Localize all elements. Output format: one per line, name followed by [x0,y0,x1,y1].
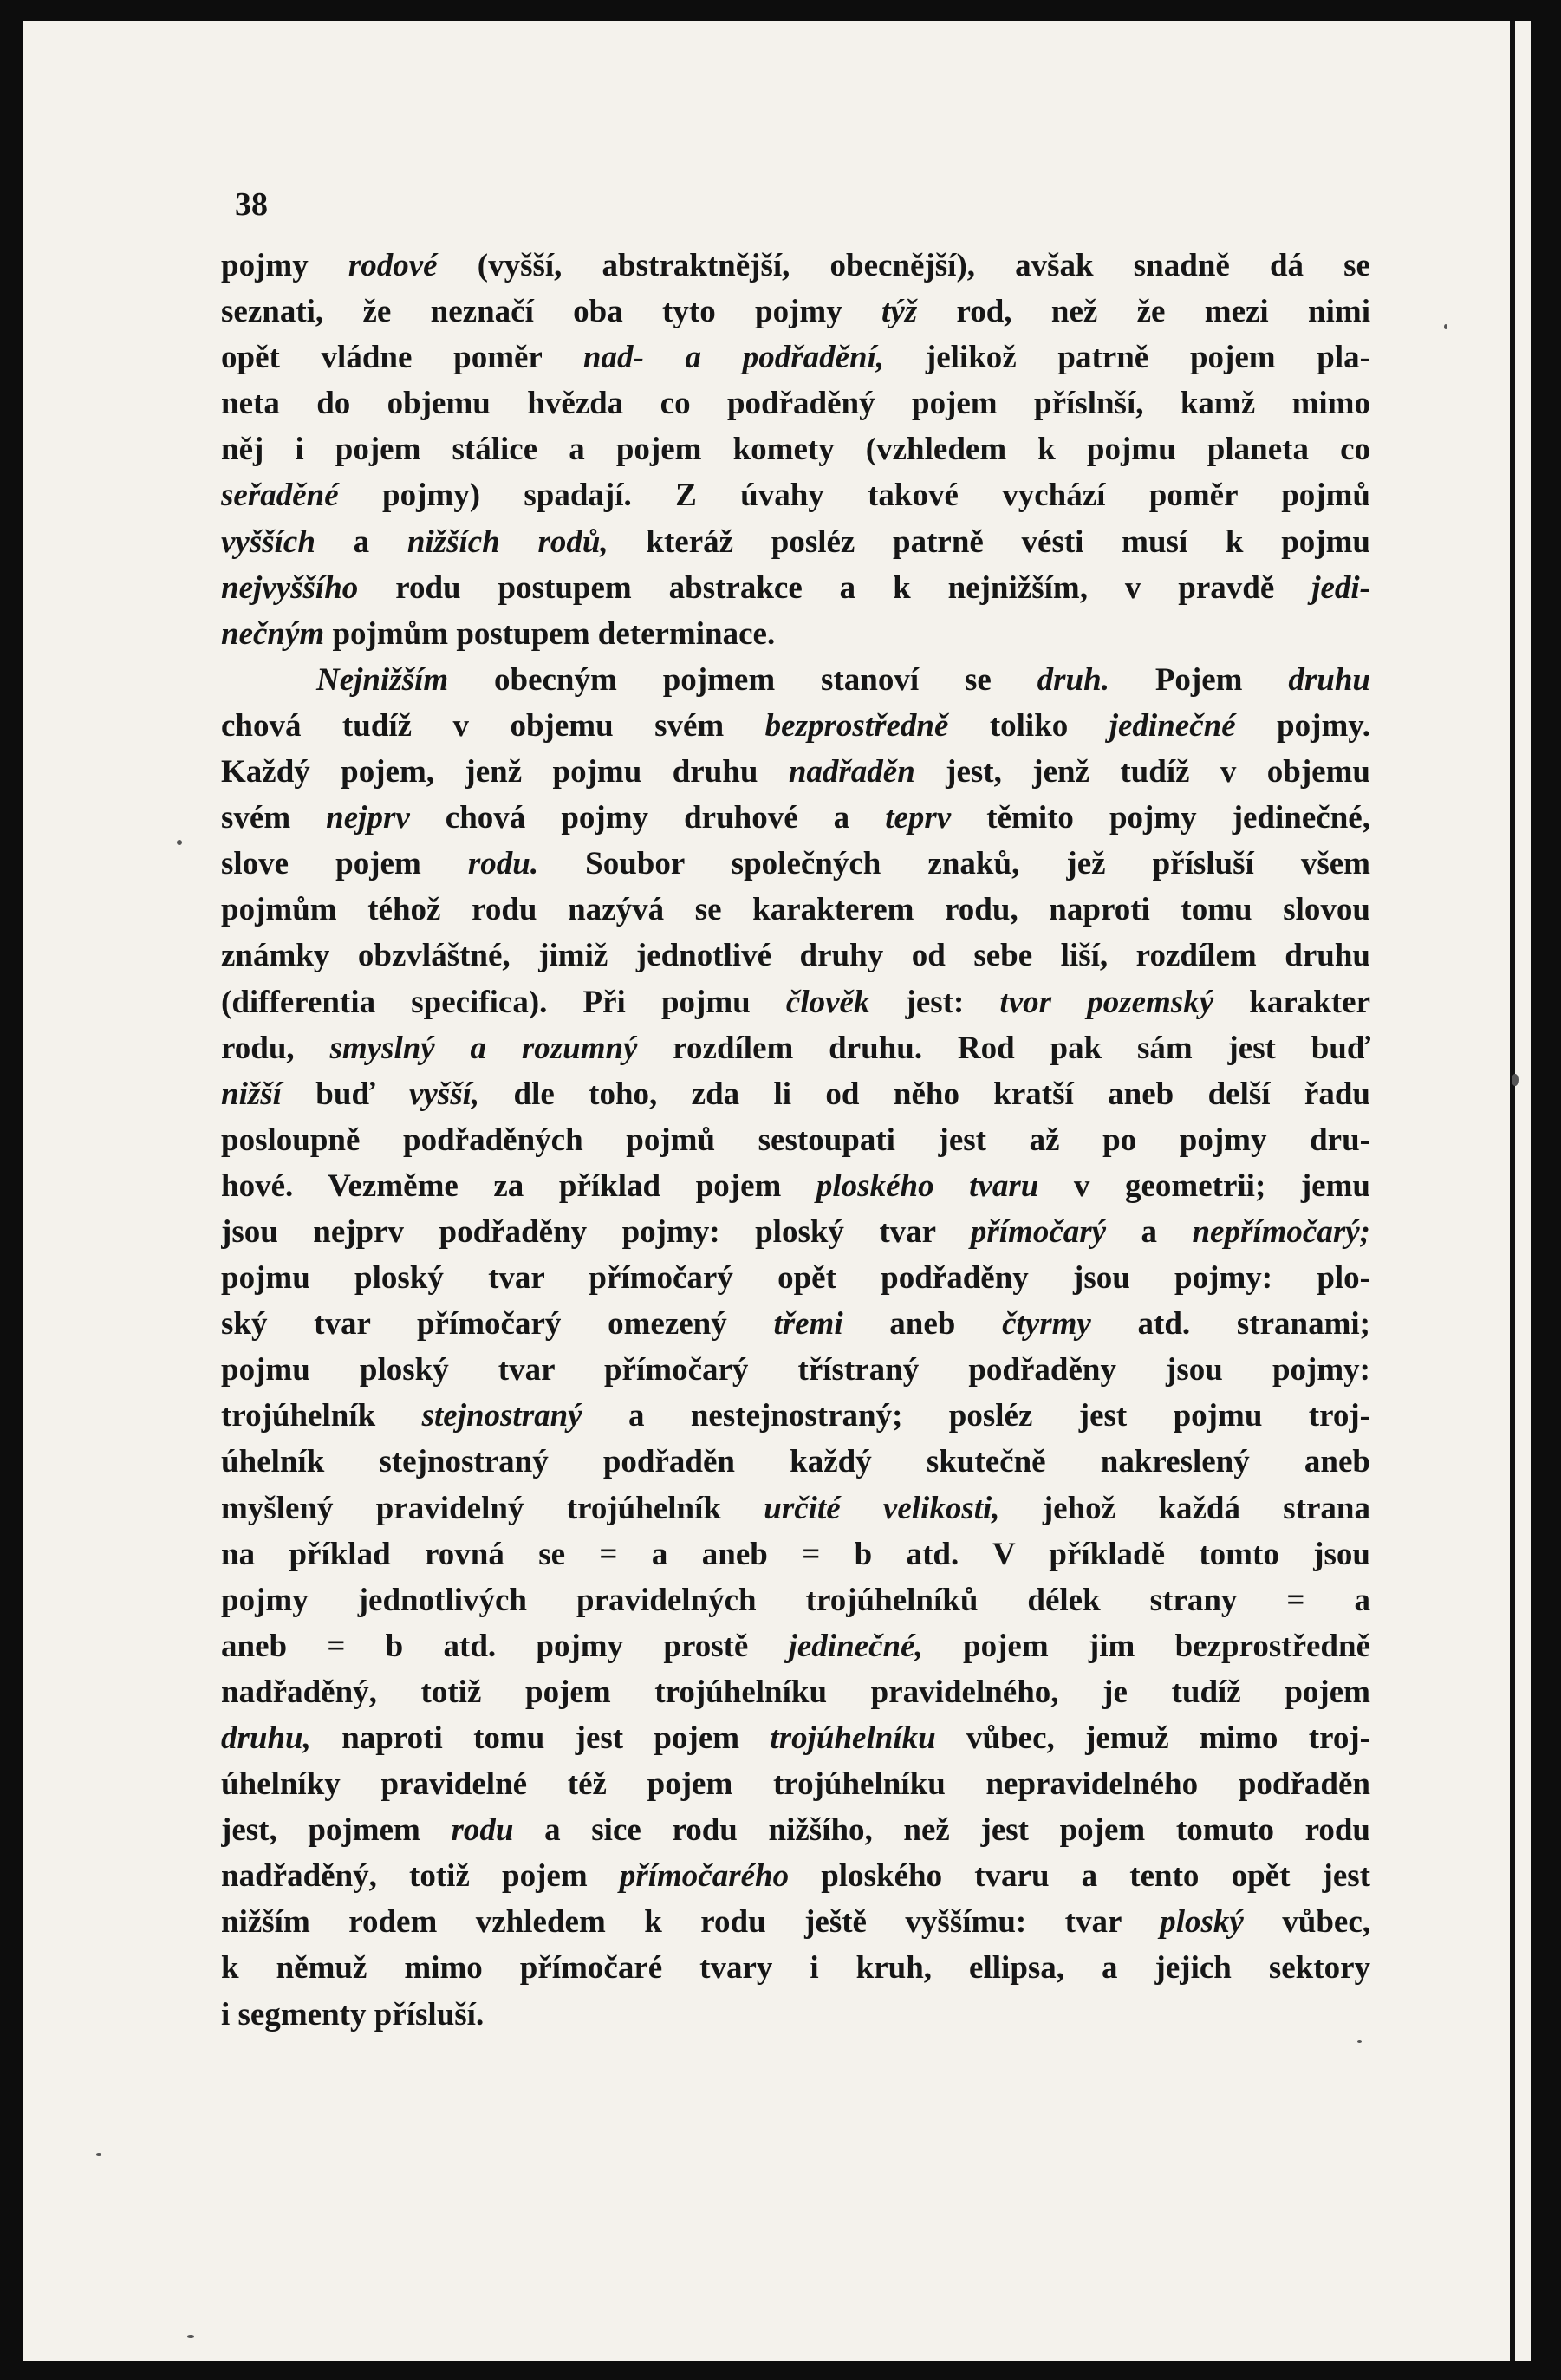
text-line [221,1623,1370,1669]
text-run: chová pojmy druhové a [409,800,886,836]
text-run: a nestejnostraný; posléz jest pojmu troj- [582,1398,1370,1434]
italic-run: určité velikosti, [764,1490,1000,1526]
text-run: posloupně podřaděných pojmů sestoupati jest až po pojmy dru- [221,1122,1370,1158]
italic-run: teprv [885,800,952,836]
text-line [221,1669,1370,1715]
text-run: (vyšší, abstraktnější, obecnější), avšak snadně dá se [437,248,1370,283]
text-run: kteráž posléz patrně vésti musí k pojmu [608,523,1370,560]
paper-speck [187,2335,194,2338]
text-run: ský tvar přímočarý omezený [221,1306,774,1343]
text-run: pojmy [221,248,348,283]
text-run: dle toho, zda li od něho kratší aneb delší řadu [479,1076,1370,1112]
text-run: nadřaděný, totiž pojem [221,1858,620,1895]
text-run: pojmy. [1235,707,1370,744]
italic-run: třemi [773,1306,843,1343]
text-run: jest, pojmem [221,1812,452,1849]
text-run: pojmy jednotlivých pravidelných trojúhelníků délek strany = a [221,1582,1370,1618]
paper-speck [177,840,182,845]
text-line [221,1486,1370,1531]
italic-run: vyšších [221,523,315,560]
text-run: chová tudíž v objemu svém [221,707,765,744]
italic-run: nečným [221,615,325,652]
text-run: Každý pojem, jenž pojmu druhu [221,754,789,790]
text-line [221,1209,1370,1255]
text-run: naproti tomu jest pojem [310,1720,771,1756]
italic-run: týž [881,294,918,330]
italic-run: nad- a podřadění, [582,340,885,376]
text-run: něj i pojem stálice a pojem komety (vzhledem k pojmu planeta co [221,432,1370,468]
text-run: nadřaděný, totiž pojem trojúhelníku pravidelného, je tudíž pojem [221,1674,1370,1710]
text-run: jehož každá strana [999,1490,1370,1526]
text-run: atd. stranami; [1090,1306,1370,1343]
paper-speck [96,2153,101,2156]
text-run: karakter [1213,984,1370,1020]
text-run: neta do objemu hvězda co podřaděný pojem příslnší, kamž mimo [221,386,1370,422]
italic-run: jedi- [1311,569,1370,606]
text-run: jest: [869,984,1000,1020]
italic-run: ploský [1160,1904,1244,1941]
italic-run: vyšší, [408,1076,480,1112]
text-line [221,1393,1370,1439]
text-run: úhelníky pravidelné též pojem trojúhelníku nepravidelného podřaděn [221,1766,1370,1803]
text-line [221,1163,1370,1209]
italic-run: rodu [451,1812,514,1849]
text-run: opět vládne poměr [221,340,583,376]
italic-run: nejprv [326,800,410,836]
text-line [221,426,1370,472]
text-run: pojem jim bezprostředně [922,1628,1370,1664]
text-run: pojmům téhož rodu nazývá se karakterem rodu, naproti tomu slovou [221,892,1370,928]
text-line [221,1347,1370,1393]
text-run: ploského tvaru a tento opět jest [789,1858,1370,1895]
text-run: rod, než že mezi nimi [917,294,1370,330]
italic-run: jedinečné [1109,707,1236,744]
text-line [221,1531,1370,1577]
text-run: nižším rodem vzhledem k rodu ještě vyššímu: tvar [221,1904,1161,1941]
text-run: pojmu ploský tvar přímočarý opět podřaděny jsou pojmy: plo- [221,1260,1370,1297]
paper-speck [1512,1074,1519,1086]
italic-run: smyslný a rozumný [329,1030,638,1066]
text-run: vůbec, jemuž mimo troj- [935,1720,1370,1756]
text-run: a sice rodu nižšího, než jest pojem tomuto rodu [513,1812,1370,1849]
italic-run: tvor pozemský [999,984,1214,1020]
text-run: pojmy) spadají. Z úvahy takové vychází poměr pojmů [338,478,1370,514]
text-line [221,519,1370,565]
text-run: obecným pojmem stanoví se [448,661,1037,698]
text-run: těmito pojmy jedinečné, [951,800,1370,836]
italic-run: jedinečné, [788,1628,923,1664]
italic-run: Nejnižším [316,661,449,698]
text-run: jsou nejprv podřaděny pojmy: ploský tvar [221,1213,971,1250]
text-line [221,1071,1370,1117]
text-line [221,565,1370,611]
text-line [221,472,1370,518]
text-run: a [315,523,407,560]
text-line [221,703,1370,749]
text-line [221,657,1370,703]
text-line [221,243,1370,289]
text-line [221,380,1370,426]
text-line [221,611,1370,657]
book-page [23,21,1531,2361]
text-run: jelikož patrně pojem pla- [884,340,1370,376]
text-line [221,887,1370,933]
text-line [221,841,1370,887]
text-line [221,795,1370,841]
text-run: rodu, [221,1030,330,1066]
text-line [221,1577,1370,1623]
text-run: aneb [842,1306,1003,1343]
text-run: na příklad rovná se = a aneb = b atd. V příkladě tomto jsou [221,1536,1370,1572]
italic-run: rodové [348,248,438,283]
text-line [221,1117,1370,1163]
text-run: slove pojem [221,846,468,882]
italic-run: čtyrmy [1002,1306,1091,1343]
text-run: jest, jenž tudíž v objemu [914,754,1370,790]
text-run: Pojem [1109,661,1289,698]
text-line [221,335,1370,380]
italic-run: bezprostředně [764,707,949,744]
text-run: hové. Vezměme za příklad pojem [221,1167,816,1204]
page-edge-line [1510,21,1515,2361]
italic-run: rodu. [467,846,539,882]
text-line [221,1025,1370,1071]
italic-run: nadřaděn [788,754,915,790]
text-run: rozdílem druhu. Rod pak sám jest buď [637,1030,1370,1066]
text-run: myšlený pravidelný trojúhelník [221,1490,764,1526]
italic-run: ploského tvaru [816,1167,1039,1204]
text-line [221,1899,1370,1945]
text-run: buď [281,1076,409,1112]
text-line [221,1853,1370,1899]
text-line [221,1255,1370,1301]
text-run: Soubor společných znaků, jež přísluší všem [538,846,1370,882]
paper-speck [1444,324,1447,329]
text-line [221,1807,1370,1853]
text-run: seznati, že neznačí oba tyto pojmy [221,294,882,330]
text-line [221,1715,1370,1761]
text-run: trojúhelník [221,1398,422,1434]
italic-run: člověk [785,984,870,1020]
text-line [221,933,1370,979]
text-run: aneb = b atd. pojmy prostě [221,1628,789,1664]
italic-run: stejnostraný [421,1398,582,1434]
text-run: a [1106,1213,1193,1250]
text-line [221,979,1370,1025]
text-run: rodu postupem abstrakce a k nejnižším, v pravdě [358,569,1312,606]
text-run: vůbec, [1243,1904,1370,1941]
text-run: pojmům postupem determinace. [324,615,776,652]
italic-run: nižších rodů, [407,523,608,560]
italic-run: nejvyššího [221,569,359,606]
italic-run: druhu [1288,661,1370,698]
text-line [221,749,1370,795]
text-run: (differentia specifica). Při pojmu [221,984,786,1020]
italic-run: druhu, [221,1720,311,1756]
text-run: toliko [948,707,1109,744]
italic-run: nižší [221,1076,282,1112]
text-run: k němuž mimo přímočaré tvary i kruh, ellipsa, a jejich sektory [221,1950,1370,1987]
text-run: pojmu ploský tvar přímočarý třístraný podřaděny jsou pojmy: [221,1352,1370,1388]
text-line [221,1439,1370,1485]
italic-run: trojúhelníku [770,1720,936,1756]
body-text [221,243,1370,2038]
paper-speck [1357,2040,1362,2043]
text-run: i segmenty přísluší. [221,1996,485,2032]
text-run: známky obzvláštné, jimiž jednotlivé druhy od sebe liší, rozdílem druhu [221,938,1370,974]
text-line [221,1992,1370,2038]
text-run: svém [221,800,327,836]
text-line [221,1301,1370,1347]
text-line [221,289,1370,335]
italic-run: druh. [1037,661,1109,698]
italic-run: nepřímočarý; [1192,1213,1370,1250]
text-line [221,1761,1370,1807]
italic-run: přímočarý [970,1213,1107,1250]
text-run: v geometrii; jemu [1038,1167,1370,1204]
italic-run: seřaděné [221,478,339,514]
italic-run: přímočarého [619,1858,790,1895]
text-line [221,1945,1370,1991]
page-number: 38 [235,186,268,223]
text-run: úhelník stejnostraný podřaděn každý skutečně nakreslený aneb [221,1444,1370,1480]
